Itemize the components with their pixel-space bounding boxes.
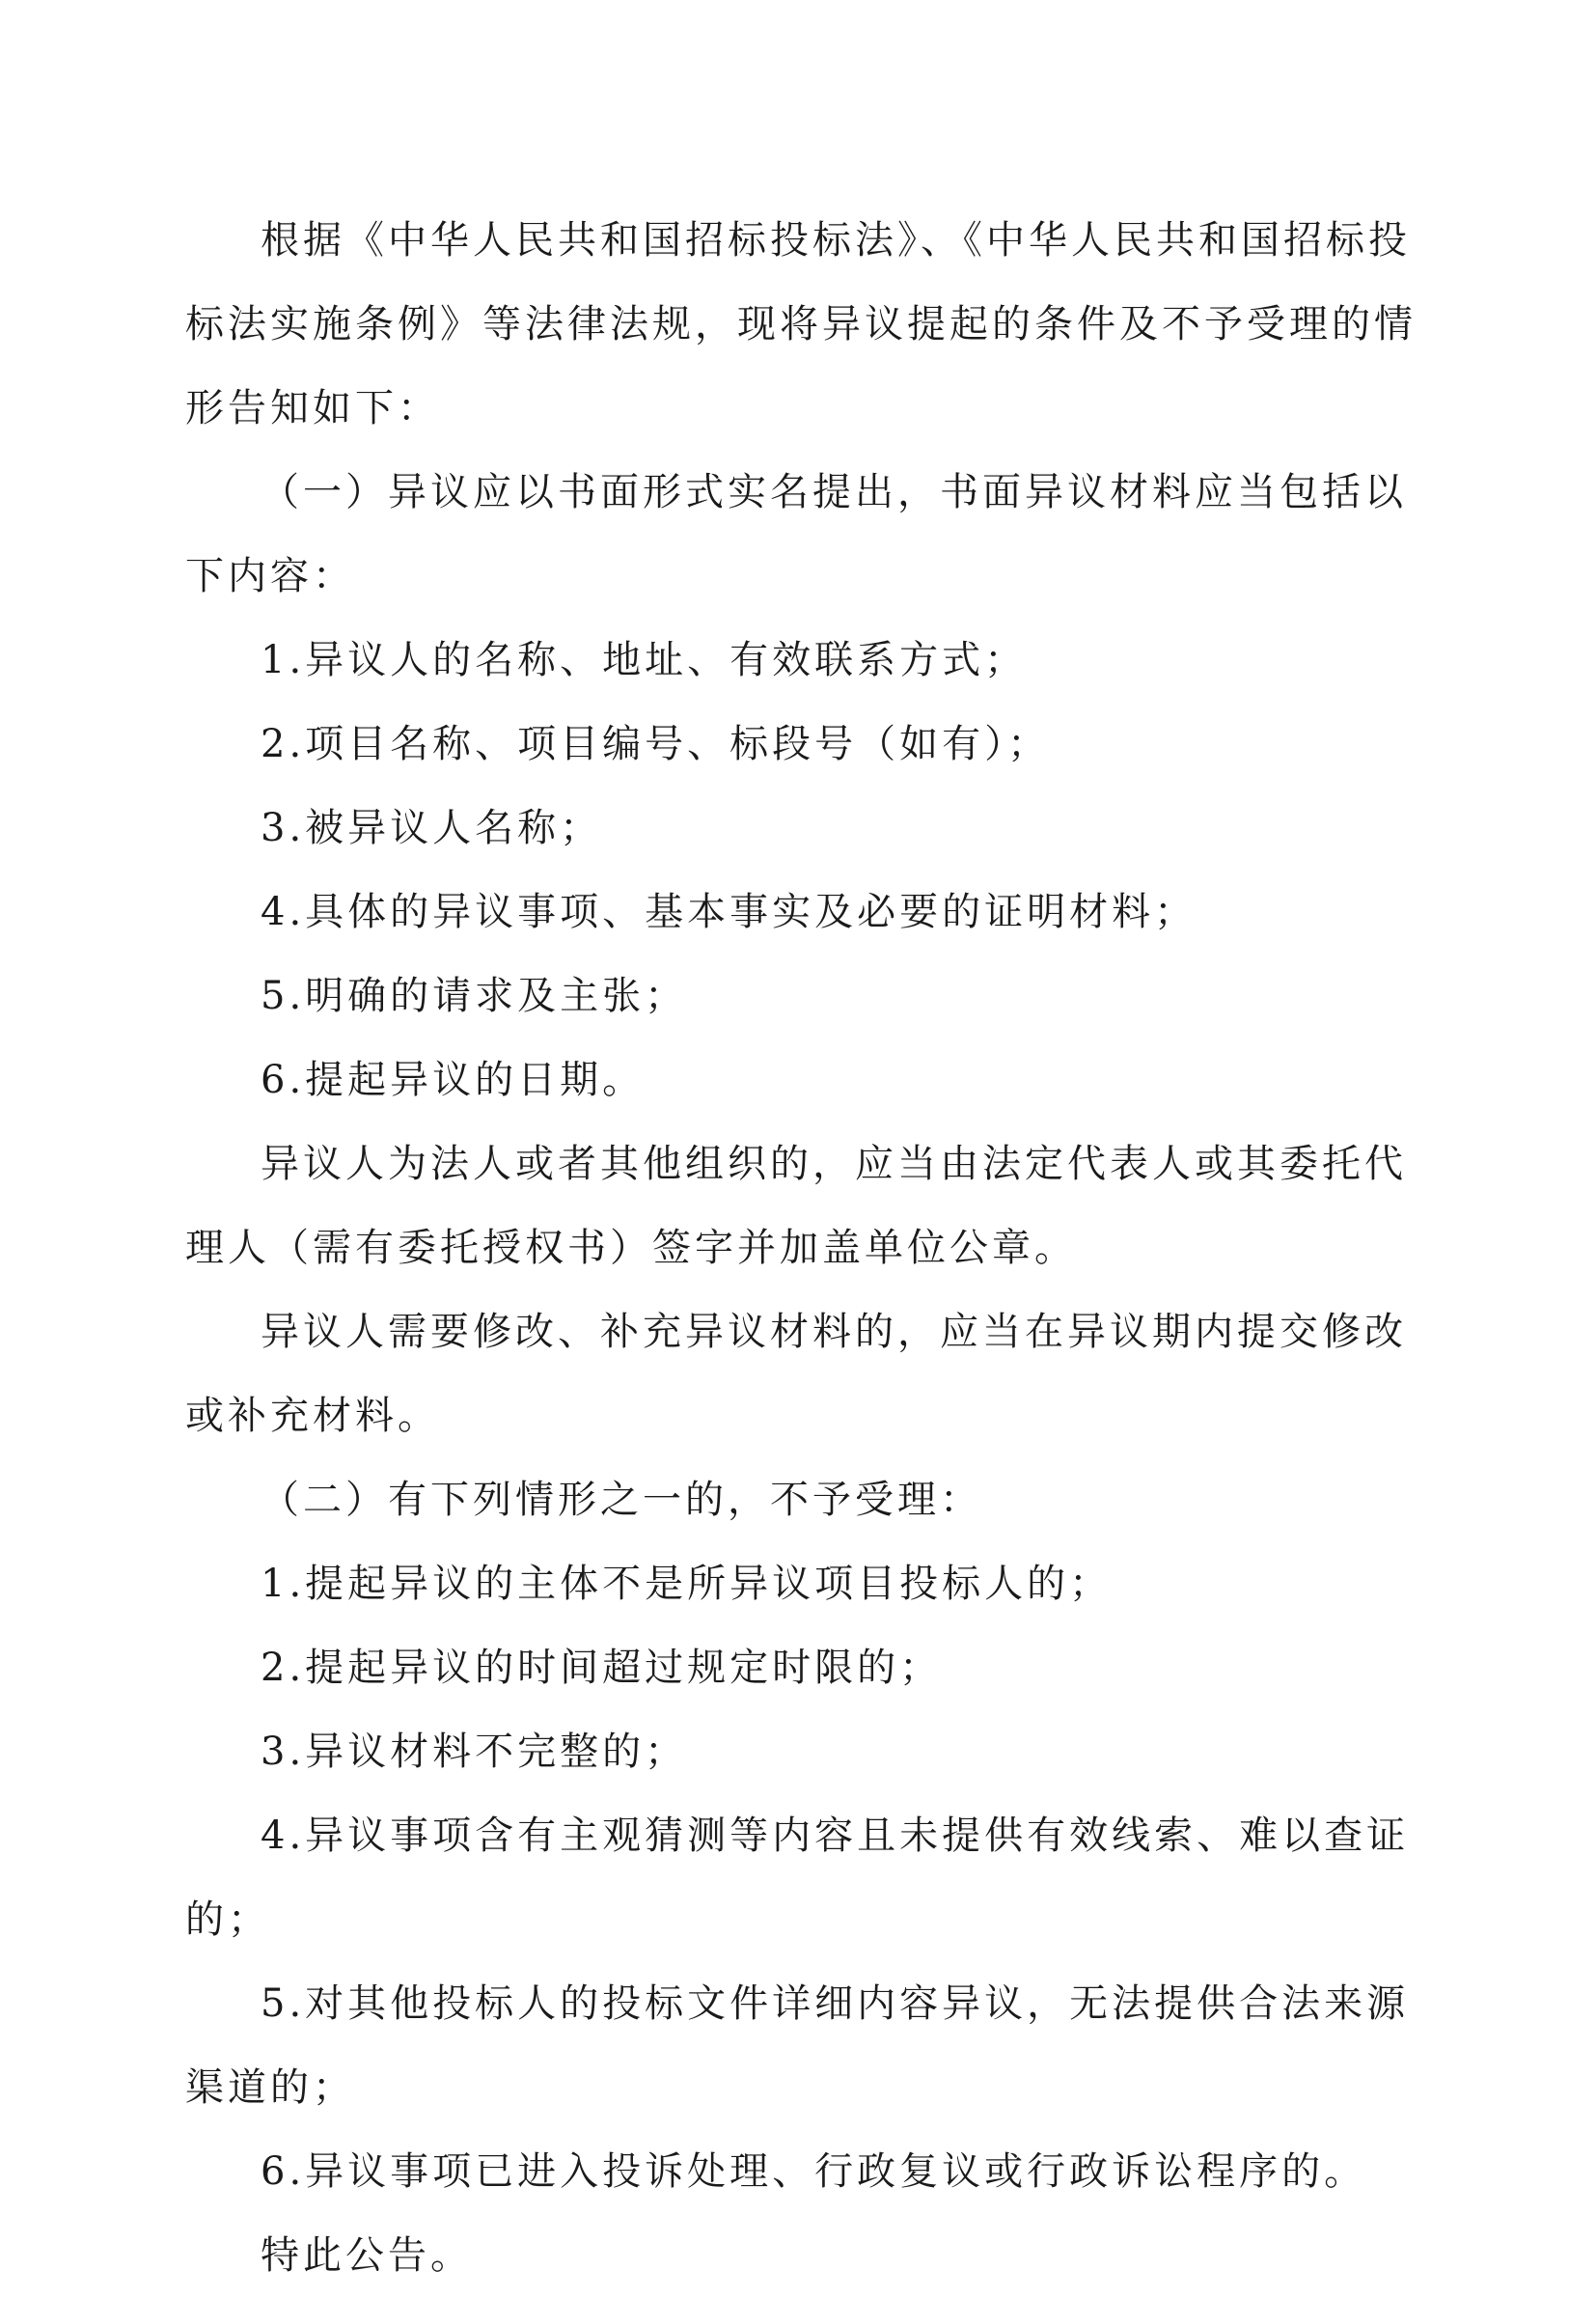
section-two-heading: （二）有下列情形之一的，不予受理： <box>261 1478 982 1522</box>
list-item: 5.对其他投标人的投标文件详细内容异议，无法提供合法来源渠道的； <box>185 1981 1410 2110</box>
body-paragraph: 异议人需要修改、补充异议材料的，应当在异议期内提交修改或补充材料。 <box>185 1310 1407 1438</box>
document-body <box>185 199 1430 2298</box>
list-item: 4.具体的异议事项、基本事实及必要的证明材料； <box>261 890 1197 934</box>
list-item: 1.提起异议的主体不是所异议项目投标人的； <box>261 1562 1113 1606</box>
section-one-heading: （一）异议应以书面形式实名提出，书面异议材料应当包括以下内容： <box>185 470 1407 598</box>
body-paragraph: 异议人为法人或者其他组织的，应当由法定代表人或其委托代理人（需有委托授权书）签字并加盖单位公章。 <box>185 1142 1407 1270</box>
list-item: 3.异议材料不完整的； <box>261 1730 688 1774</box>
list-item: 2.项目名称、项目编号、标段号（如有）； <box>261 722 1051 766</box>
closing-line: 特此公告。 <box>261 2233 473 2278</box>
intro-paragraph: 根据《中华人民共和国招标投标法》、《中华人民共和国招标投标法实施条例》等法律法规，现将异议提起的条件及不予受理的情形告知如下： <box>185 218 1417 430</box>
list-item: 5.明确的请求及主张； <box>261 974 688 1018</box>
list-item: 4.异议事项含有主观猜测等内容且未提供有效线索、难以查证的； <box>185 1813 1410 1942</box>
list-item: 3.被异议人名称； <box>261 806 603 850</box>
list-item: 6.提起异议的日期。 <box>261 1058 646 1102</box>
list-item: 2.提起异议的时间超过规定时限的； <box>261 1646 943 1690</box>
list-item: 1.异议人的名称、地址、有效联系方式； <box>261 638 1028 682</box>
list-item: 6.异议事项已进入投诉处理、行政复议或行政诉讼程序的。 <box>261 2149 1367 2194</box>
